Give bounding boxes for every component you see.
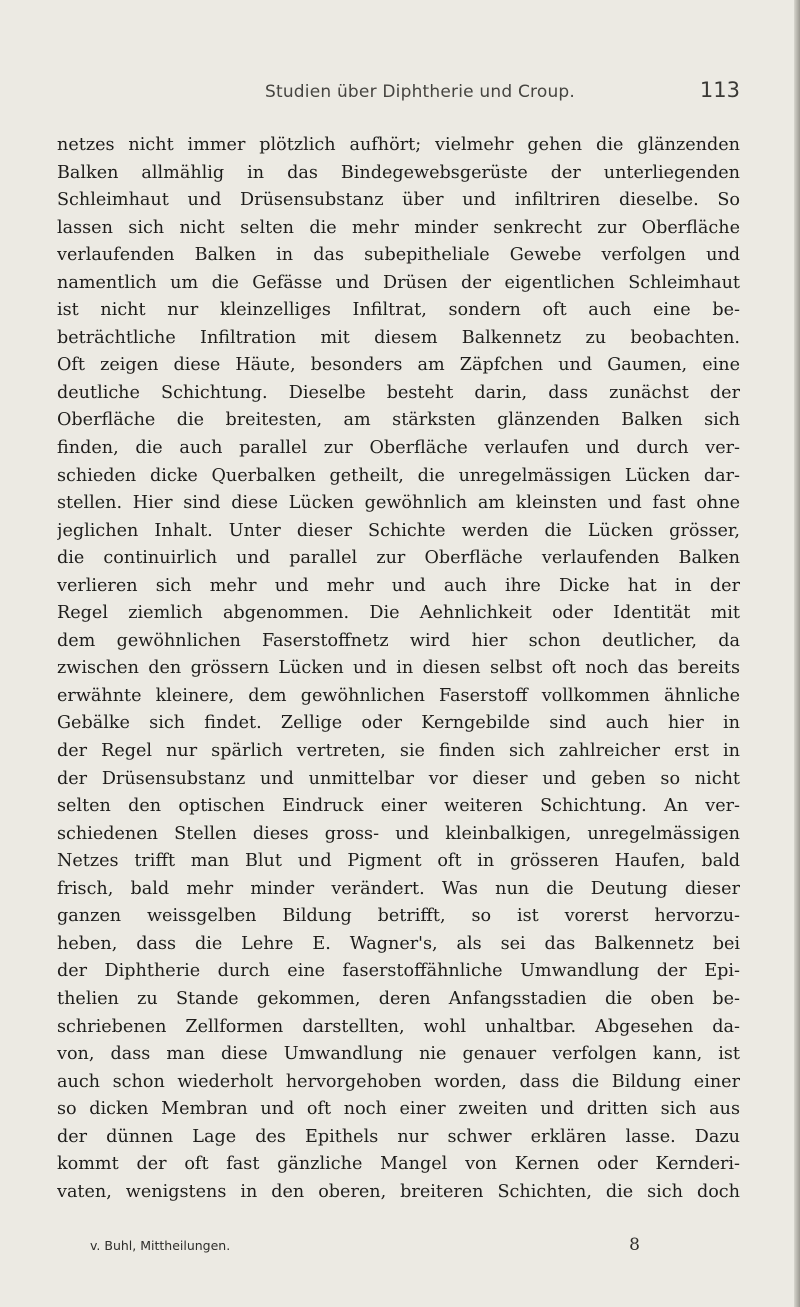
page-edge <box>794 0 800 1307</box>
text-line: Schleimhaut und Drüsensubstanz über und infiltriren dieselbe. So <box>57 190 740 211</box>
text-line: lassen sich nicht selten die mehr minder senkrecht zur Oberfläche <box>57 217 740 238</box>
text-line: der Regel nur spärlich vertreten, sie finden sich zahlreicher erst in <box>57 741 740 762</box>
text-line: heben, dass die Lehre E. Wagner's, als sei das Balkennetz bei <box>57 933 740 954</box>
text-line: Balken allmählig in das Bindegewebsgerüste der unterliegenden <box>57 162 740 183</box>
text-line: stellen. Hier sind diese Lücken gewöhnlich am kleinsten und fast ohne <box>57 493 740 514</box>
text-line: vaten, wenigstens in den oberen, breiteren Schichten, die sich doch <box>57 1181 740 1202</box>
text-line: der dünnen Lage des Epithels nur schwer erklären lasse. Dazu <box>57 1126 740 1147</box>
text-line: netzes nicht immer plötzlich aufhört; vielmehr gehen die glänzenden <box>57 135 740 155</box>
text-line: ist nicht nur kleinzelliges Infiltrat, sondern oft auch eine be- <box>57 300 740 321</box>
text-line: Regel ziemlich abgenommen. Die Aehnlichkeit oder Identität mit <box>57 603 740 624</box>
text-line: der Drüsensubstanz und unmittelbar vor dieser und geben so nicht <box>57 768 740 789</box>
text-line: Gebälke sich findet. Zellige oder Kerngebilde sind auch hier in <box>57 713 740 734</box>
footer-signature: v. Buhl, Mittheilungen. <box>90 1238 231 1253</box>
text-line: verlieren sich mehr und mehr und auch ihre Dicke hat in der <box>57 575 740 596</box>
running-title: Studien über Diphtherie und Croup. <box>264 82 576 102</box>
footer-sheet-mark: 8 <box>629 1235 640 1255</box>
text-line: Netzes trifft man Blut und Pigment oft in grösseren Haufen, bald <box>57 851 740 872</box>
text-line: so dicken Membran und oft noch einer zweiten und dritten sich aus <box>57 1099 740 1120</box>
text-line: schriebenen Zellformen darstellten, wohl unhaltbar. Abgesehen da- <box>57 1016 740 1037</box>
text-line: thelien zu Stande gekommen, deren Anfangsstadien die oben be- <box>57 988 740 1009</box>
text-line: Oft zeigen diese Häute, besonders am Zäpfchen und Gaumen, eine <box>57 355 740 376</box>
text-line: jeglichen Inhalt. Unter dieser Schichte werden die Lücken grösser, <box>57 520 740 541</box>
running-head <box>100 78 740 112</box>
text-line: beträchtliche Infiltration mit diesem Balkennetz zu beobachten. <box>57 327 740 348</box>
text-line: schieden dicke Querbalken getheilt, die unregelmässigen Lücken dar- <box>57 465 740 486</box>
page-footer <box>57 1235 740 1260</box>
text-line: ganzen weissgelben Bildung betrifft, so ist vorerst hervorzu- <box>57 906 740 927</box>
text-line: kommt der oft fast gänzliche Mangel von Kernen oder Kernderi- <box>57 1154 740 1175</box>
text-line: der Diphtherie durch eine faserstoffähnliche Umwandlung der Epi- <box>57 961 740 982</box>
text-line: verlaufenden Balken in das subepitheliale Gewebe verfolgen und <box>57 245 740 266</box>
text-line: selten den optischen Eindruck einer weiteren Schichtung. An ver- <box>57 796 740 817</box>
page-number: 113 <box>699 78 740 102</box>
text-line: schiedenen Stellen dieses gross- und kleinbalkigen, unregelmässigen <box>57 823 740 844</box>
body-text <box>57 132 740 1206</box>
text-line: Oberfläche die breitesten, am stärksten glänzenden Balken sich <box>57 410 740 431</box>
text-line: frisch, bald mehr minder verändert. Was nun die Deutung dieser <box>57 878 740 899</box>
text-line: dem gewöhnlichen Faserstoffnetz wird hier schon deutlicher, da <box>57 630 740 651</box>
text-line: deutliche Schichtung. Dieselbe besteht darin, dass zunächst der <box>57 382 740 403</box>
text-line: finden, die auch parallel zur Oberfläche verlaufen und durch ver- <box>57 438 740 459</box>
text-line: namentlich um die Gefässe und Drüsen der eigentlichen Schleimhaut <box>57 272 740 293</box>
text-line: erwähnte kleinere, dem gewöhnlichen Faserstoff vollkommen ähnliche <box>57 685 740 706</box>
text-line: von, dass man diese Umwandlung nie genauer verfolgen kann, ist <box>57 1044 740 1065</box>
text-line: zwischen den grössern Lücken und in diesen selbst oft noch das bereits <box>57 658 740 679</box>
text-line: die continuirlich und parallel zur Oberfläche verlaufenden Balken <box>57 548 740 569</box>
text-line: auch schon wiederholt hervorgehoben worden, dass die Bildung einer <box>57 1071 740 1092</box>
